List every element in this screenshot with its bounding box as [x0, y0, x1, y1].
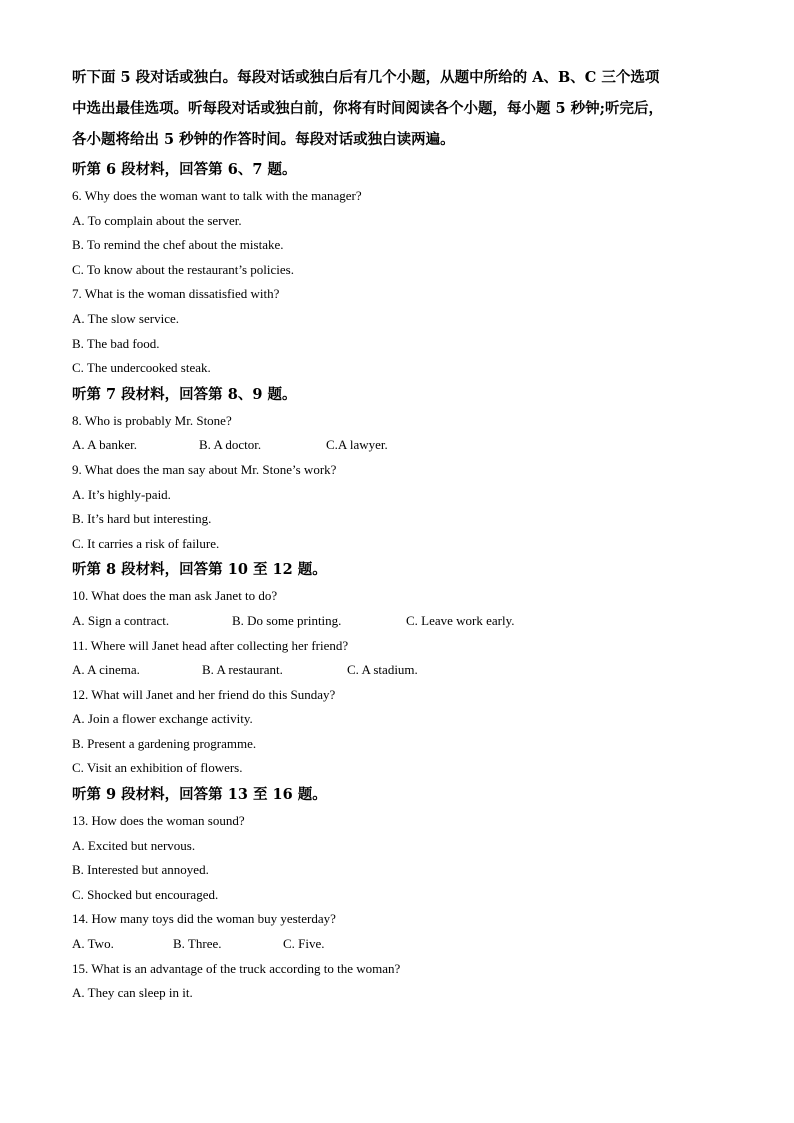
question-7: 7. What is the woman dissatisfied with?	[72, 286, 280, 302]
option-9a: A. It’s highly-paid.	[72, 486, 171, 502]
option-7c: C. The undercooked steak.	[72, 360, 211, 376]
question-12: 12. What will Janet and her friend do this Sunday?	[72, 686, 336, 702]
options-row-10	[72, 609, 732, 634]
option-7a: A. The slow service.	[72, 310, 179, 326]
section-heading-9: 听第 9 段材料，回答第 13 至 16 题。	[72, 786, 327, 804]
question-13: 13. How does the woman sound?	[72, 813, 245, 829]
instruction-line: 中选出最佳选项。听每段对话或独白前，你将有时间阅读各个小题，每小题 5 秒钟;听完后，	[72, 100, 664, 117]
option-12a: A. Join a flower exchange activity.	[72, 711, 253, 727]
option-11a: A. A cinema.	[72, 662, 140, 678]
option-10c: C. Leave work early.	[406, 612, 515, 628]
option-13c: C. Shocked but encouraged.	[72, 886, 219, 902]
listening-instructions	[72, 62, 732, 155]
option-13a: A. Excited but nervous.	[72, 837, 196, 853]
question-14: 14. How many toys did the woman buy yesterday?	[72, 911, 336, 927]
option-12c: C. Visit an exhibition of flowers.	[72, 760, 243, 776]
option-11b: B. A restaurant.	[202, 662, 283, 678]
option-6c: C. To know about the restaurant’s policies.	[72, 261, 294, 277]
option-8c: C.A lawyer.	[326, 437, 388, 453]
option-14c: C. Five.	[283, 936, 325, 952]
option-10a: A. Sign a contract.	[72, 612, 170, 628]
exam-page	[72, 62, 732, 1006]
question-10: 10. What does the man ask Janet to do?	[72, 588, 278, 604]
option-8b: B. A doctor.	[199, 437, 262, 453]
options-row-8	[72, 433, 732, 458]
option-7b: B. The bad food.	[72, 335, 160, 351]
options-row-11	[72, 658, 732, 683]
option-13b: B. Interested but annoyed.	[72, 862, 209, 878]
option-14a: A. Two.	[72, 936, 114, 952]
options-row-14	[72, 932, 732, 957]
option-6a: A. To complain about the server.	[72, 212, 242, 228]
option-14b: B. Three.	[173, 936, 222, 952]
question-8: 8. Who is probably Mr. Stone?	[72, 412, 232, 428]
option-8a: A. A banker.	[72, 437, 137, 453]
option-9c: C. It carries a risk of failure.	[72, 535, 220, 551]
option-11c: C. A stadium.	[347, 662, 418, 678]
instruction-line: 各小题将给出 5 秒钟的作答时间。每段对话或独白读两遍。	[72, 131, 455, 148]
section-heading-8: 听第 8 段材料，回答第 10 至 12 题。	[72, 561, 327, 579]
question-15: 15. What is an advantage of the truck according to the woman?	[72, 960, 401, 976]
section-heading-6: 听第 6 段材料，回答第 6、7 题。	[72, 161, 297, 178]
question-11: 11. Where will Janet head after collecting her friend?	[72, 637, 349, 653]
section-heading-7: 听第 7 段材料，回答第 8、9 题。	[72, 385, 297, 403]
option-6b: B. To remind the chef about the mistake.	[72, 237, 284, 253]
option-12b: B. Present a gardening programme.	[72, 735, 257, 751]
question-9: 9. What does the man say about Mr. Stone’s work?	[72, 461, 337, 477]
option-15a: A. They can sleep in it.	[72, 985, 193, 1001]
instruction-line: 听下面 5 段对话或独白。每段对话或独白后有几个小题，从题中所给的 A、B、C 三个选项	[72, 69, 660, 86]
option-10b: B. Do some printing.	[232, 612, 342, 628]
option-9b: B. It’s hard but interesting.	[72, 511, 212, 527]
question-6: 6. Why does the woman want to talk with the manager?	[72, 188, 362, 203]
